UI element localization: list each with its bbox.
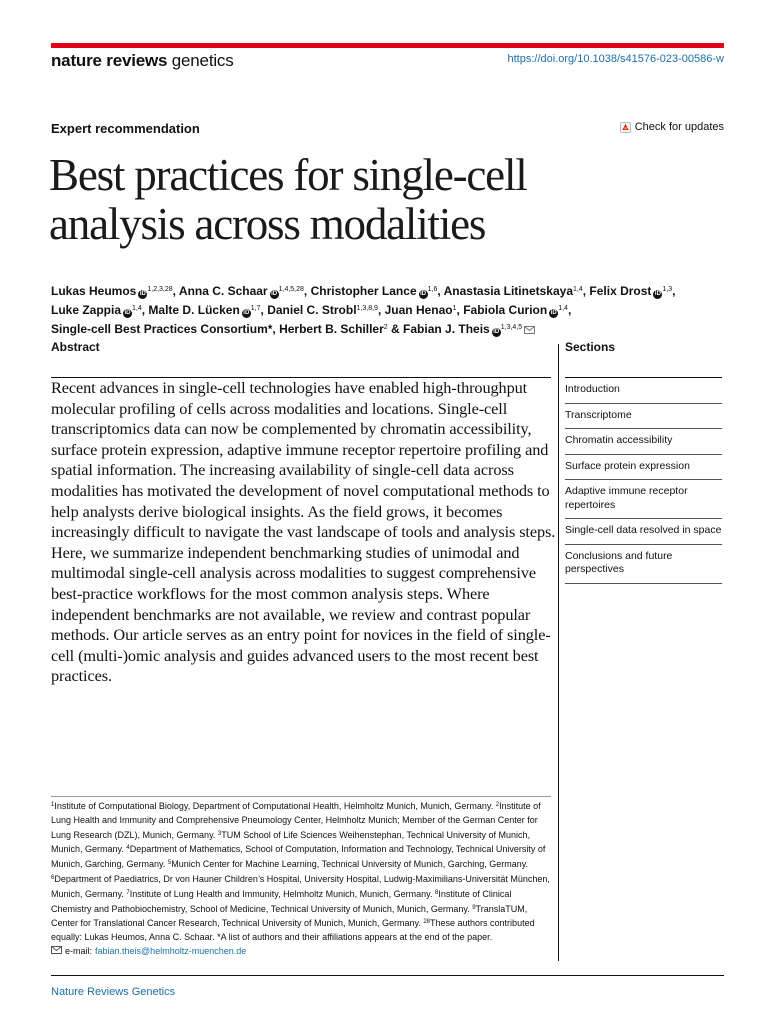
affiliation-number: 28 (423, 919, 431, 926)
author-affiliation-refs: 1,4 (558, 305, 568, 312)
author-name[interactable] (403, 322, 535, 336)
author-separator: , (172, 284, 179, 298)
affiliation-text: Institute of Lung Health and Immunity and Comprehensive Pneumology Center, Helmholtz Munich; Member of the German Center for Lung Research (DZL), Munich, Germany. (51, 801, 541, 840)
section-link-label: Transcriptome (565, 408, 632, 421)
email-label: e-mail: (65, 945, 93, 956)
affiliation-number: 7 (126, 889, 130, 896)
author-affiliation-refs: 1,4,5,28 (278, 286, 304, 293)
author-separator: & (387, 322, 404, 336)
author-name-text: Malte D. Lücken (148, 303, 240, 317)
sections-nav (565, 377, 722, 584)
article-title-line-1: Best practices for single-cell (49, 150, 527, 200)
author-name[interactable] (385, 303, 457, 317)
author-separator: , (456, 303, 464, 317)
author-affiliation-refs: 1 (452, 305, 457, 312)
author-separator: , (582, 284, 590, 298)
orcid-icon[interactable]: iD (493, 329, 500, 335)
abstract-text: Recent advances in single-cell technologies have enabled high-throughput molecular profiling of cells across modalities and locations. Single-cell transcriptomics data can now be complemented by chromatin accessibility, surface protein expression, adaptive immune receptor repertoire profiling and spatial information. The increasing availability of single-cell data across modalities has motivated the development of novel computational methods to help analysts derive biological insights. As the field grows, it becomes increasingly difficult to navigate the vast landscape of tools and analysis steps. Here, we summarize independent benchmarking studies of unimodal and multimodal single-cell analysis across modalities to suggest comprehensive best-practice workflows for the most common analysis steps. Where independent benchmarks are not available, we review and contrast popular methods. Our article serves as an entry point for novices in the field of single-cell (multi-)omic analysis and guides advanced users to the most recent best practices. (51, 378, 556, 686)
author-separator: , (437, 284, 444, 298)
orcid-icon[interactable]: iD (271, 291, 278, 297)
journal-name-section: genetics (171, 51, 234, 70)
section-link-conclusions[interactable] (565, 545, 722, 584)
journal-name-bold: nature reviews (51, 51, 168, 70)
author-separator: , (141, 303, 149, 317)
abstract-heading: Abstract (51, 340, 100, 354)
author-affiliation-refs: 2 (383, 324, 388, 331)
orcid-icon[interactable]: iD (420, 291, 427, 297)
section-link-immune-receptor[interactable] (565, 480, 722, 519)
affiliation-text: Department of Mathematics, School of Computation, Information and Technology, Technical University of Munich, Garching, Germany. (51, 844, 546, 870)
affiliation-text: Department of Paediatrics, Dr von Hauner Children’s Hospital, University Hospital, Ludwig-Maximilians-Universität München, Munich, Germany. (51, 873, 550, 899)
section-link-surface-protein[interactable] (565, 455, 722, 481)
affiliation-number: 5 (167, 860, 172, 867)
affiliation-number: 2 (495, 802, 500, 808)
author-separator: , (303, 284, 311, 298)
orcid-icon[interactable]: iD (654, 291, 661, 297)
article-title-line-2: analysis across modalities (49, 199, 486, 249)
author-affiliation-refs: 1,3,4,5 (500, 324, 523, 331)
section-link-label: Surface protein expression (565, 459, 690, 472)
doi-link[interactable]: https://doi.org/10.1038/s41576-023-00586-w (507, 53, 724, 65)
section-link-label: Single-cell data resolved in space (565, 524, 722, 536)
author-name-text: Christopher Lance (310, 284, 417, 298)
section-link-chromatin[interactable] (565, 429, 722, 455)
author-name[interactable] (267, 303, 378, 317)
affiliations (51, 796, 551, 959)
author-name-text: Anastasia Litinetskaya (443, 284, 573, 298)
section-link-label: Adaptive immune receptor repertoires (565, 485, 688, 511)
affiliation-text: Institute of Clinical Chemistry and Pathobiochemistry, School of Medicine, Technical University of Munich, Munich, Germany. (51, 888, 512, 914)
author-name[interactable] (311, 284, 438, 298)
affiliation-number: 9 (472, 904, 476, 911)
section-link-label: Chromatin accessibility (565, 434, 673, 446)
author-separator: , (672, 284, 676, 298)
author-name-text: Felix Drost (589, 284, 652, 298)
author-name-text: Juan Henao (384, 303, 453, 317)
section-link-label: Introduction (565, 383, 620, 395)
author-name[interactable] (148, 303, 260, 317)
author-affiliation-refs: 1,3,8,9 (356, 305, 378, 312)
envelope-icon (51, 945, 62, 959)
author-affiliation-refs: 1,7 (250, 305, 261, 312)
footer-journal-name[interactable]: Nature Reviews Genetics (51, 986, 176, 998)
affiliation-text: Institute of Computational Biology, Department of Computational Health, Helmholtz Munich, Munich, Germany. (54, 801, 496, 811)
section-link-transcriptome[interactable] (565, 404, 722, 430)
author-name-text: Single-cell Best Practices Consortium* (51, 322, 273, 336)
author-name-text: Luke Zappia (51, 303, 122, 317)
author-affiliation-refs: 1,3 (662, 286, 673, 293)
author-affiliation-refs: 1,2,3,28 (147, 286, 173, 293)
author-name-text: Fabiola Curion (463, 303, 548, 317)
check-updates-button[interactable] (620, 121, 724, 133)
author-name[interactable] (444, 284, 583, 298)
author-name[interactable] (51, 284, 173, 298)
check-updates-icon (620, 122, 631, 133)
email-link[interactable]: fabian.theis@helmholtz-muenchen.de (95, 945, 247, 956)
author-name[interactable] (51, 322, 272, 336)
affiliation-number: 6 (51, 874, 55, 881)
affiliation-text: TUM School of Life Sciences Weihenstephan, Technical University of Munich, Munich, Germany. (51, 829, 531, 855)
affiliations-text (51, 799, 551, 945)
author-name-text: Herbert B. Schiller (279, 322, 384, 336)
author-name[interactable] (279, 322, 388, 336)
affiliation-number: 4 (126, 845, 130, 852)
email-line (51, 945, 551, 959)
envelope-icon[interactable] (524, 322, 535, 339)
author-affiliation-refs: 1,6 (427, 286, 438, 293)
affiliation-number: 3 (217, 830, 222, 837)
author-name[interactable] (179, 284, 304, 298)
footer-divider (51, 975, 724, 976)
author-name[interactable] (589, 284, 672, 298)
orcid-icon[interactable]: iD (243, 310, 250, 316)
author-name[interactable] (463, 303, 568, 317)
author-name[interactable] (51, 303, 142, 317)
author-separator: , (272, 322, 280, 336)
orcid-icon[interactable]: iD (124, 310, 131, 316)
orcid-icon[interactable]: iD (550, 310, 557, 316)
author-affiliation-refs: 1,4 (132, 305, 142, 312)
sections-heading: Sections (565, 340, 616, 354)
author-separator: , (567, 303, 572, 317)
author-list (51, 281, 721, 339)
author-name-text: Fabian J. Theis (403, 322, 490, 336)
author-name-text: Daniel C. Strobl (267, 303, 357, 317)
affiliation-number: 8 (435, 889, 439, 896)
section-link-label: Conclusions and future perspectives (565, 549, 673, 575)
section-link-spatial[interactable] (565, 519, 722, 545)
article-title (49, 151, 649, 249)
affiliation-number: 1 (51, 802, 55, 808)
affiliation-text: TranslaTUM, Center for Translational Cancer Research, Technical University of Munich, Munich, Germany. (51, 903, 528, 929)
section-link-introduction[interactable] (565, 378, 722, 404)
author-name-text: Lukas Heumos (51, 284, 137, 298)
author-separator: , (377, 303, 385, 317)
author-separator: , (260, 303, 268, 317)
author-affiliation-refs: 1,4 (573, 286, 583, 293)
affiliation-text: Munich Center for Machine Learning, Technical University of Munich, Garching, Germany. (171, 859, 529, 870)
affiliation-text: These authors contributed equally: Lukas Heumos, Anna C. Schaar. *A list of authors and their affiliations appears at the end of the paper. (51, 918, 535, 943)
check-updates-label: Check for updates (634, 121, 724, 133)
affiliation-text: Institute of Lung Health and Immunity, Helmholtz Munich, Munich, Germany. (129, 888, 436, 899)
article-type: Expert recommendation (51, 121, 200, 136)
author-name-text: Anna C. Schaar (178, 284, 268, 298)
orcid-icon[interactable]: iD (139, 291, 146, 297)
journal-logo[interactable] (51, 51, 234, 71)
journal-accent-bar (51, 43, 724, 48)
column-divider (558, 344, 559, 961)
